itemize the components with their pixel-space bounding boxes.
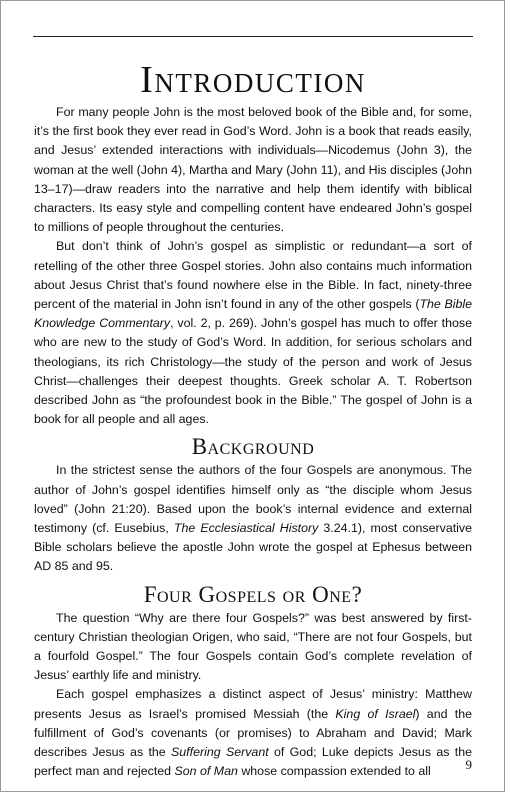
- paragraph-intro-2: [34, 237, 472, 429]
- text-run: whose compassion extended to all: [237, 764, 431, 779]
- section-heading-four-gospels: Four Gospels or One?: [143, 581, 363, 607]
- page-number: 9: [465, 757, 472, 772]
- text-run: In the strictest sense the authors of the four Gospels are anonymous. The author of John’s gospel identifies himself only as “the disciple whom Jesus loved” (John 21:20). Based upon the book’s internal evidence and external testimony (cf. Eusebius,: [34, 463, 472, 536]
- book-title-italic: The Ecclesiastical History: [173, 521, 319, 536]
- text-run: ) and the fulfillment of God’s covenants (or promises) to Abraham and David; Mark describes Jesus as the: [34, 706, 472, 760]
- text-run: , vol. 2, p. 269). John’s gospel has much to offer those who are new to the study of God’s Word. In addition, for serious scholars and theologians, its rich Christology—the study of the person and work of Jesus Christ—challenges their deepest thoughts. Greek scholar A. T. Robertson described John as “the profoundest book in the Bible.” The gospel of John is a book for all people and all ages.: [34, 316, 472, 427]
- top-rule: [33, 36, 473, 37]
- text-run: Each gospel emphasizes a distinct aspect of Jesus’ ministry: Matthew presents Jesus as Israel’s promised Messiah (the: [34, 687, 472, 721]
- page-content: [34, 58, 472, 782]
- italic-term: Son of Man: [174, 764, 238, 779]
- book-title-italic: The Bible Knowledge Commentary: [34, 297, 472, 331]
- paragraph-intro-1: For many people John is the most beloved book of the Bible and, for some, it’s the first book they ever read in God’s Word. John is a book that reads easily, and Jesus’ extended interactions with individuals—Nicodemus (John 3), the woman at the well (John 4), Martha and Mary (John 11), and His disciples (John 13–17)—draw readers into the narrative and help them identify with biblical characters. Its easy style and compelling content have endeared John’s gospel to millions of people throughout the centuries.: [34, 105, 472, 235]
- chapter-title: Introduction: [140, 59, 366, 101]
- text-run: But don’t think of John’s gospel as simplistic or redundant—a sort of retelling of the other three Gospel stories. John also contains much information about Jesus Christ that’s found nowhere else in the Bible. In fact, ninety-three percent of the material in John isn’t found in any of the other gospels (: [34, 239, 472, 312]
- text-run: of God; Luke depicts Jesus as the perfect man and rejected: [34, 745, 472, 779]
- italic-term: Suffering Servant: [171, 745, 269, 760]
- text-run: 3.24.1), most conservative Bible scholars believe the apostle John wrote the gospel at Ephesus between AD 85 and 95.: [34, 521, 472, 574]
- paragraph-gospels-1: The question “Why are there four Gospels?” was best answered by first-century Christian theologian Origen, who said, “There are not four Gospels, but a fourfold Gospel.” The four Gospels contain God’s complete revelation of Jesus’ earthly life and ministry.: [34, 610, 472, 683]
- section-heading-background: Background: [191, 434, 315, 460]
- paragraph-background-1: [34, 461, 472, 576]
- italic-term: King of Israel: [335, 706, 416, 721]
- paragraph-gospels-2: [34, 685, 472, 781]
